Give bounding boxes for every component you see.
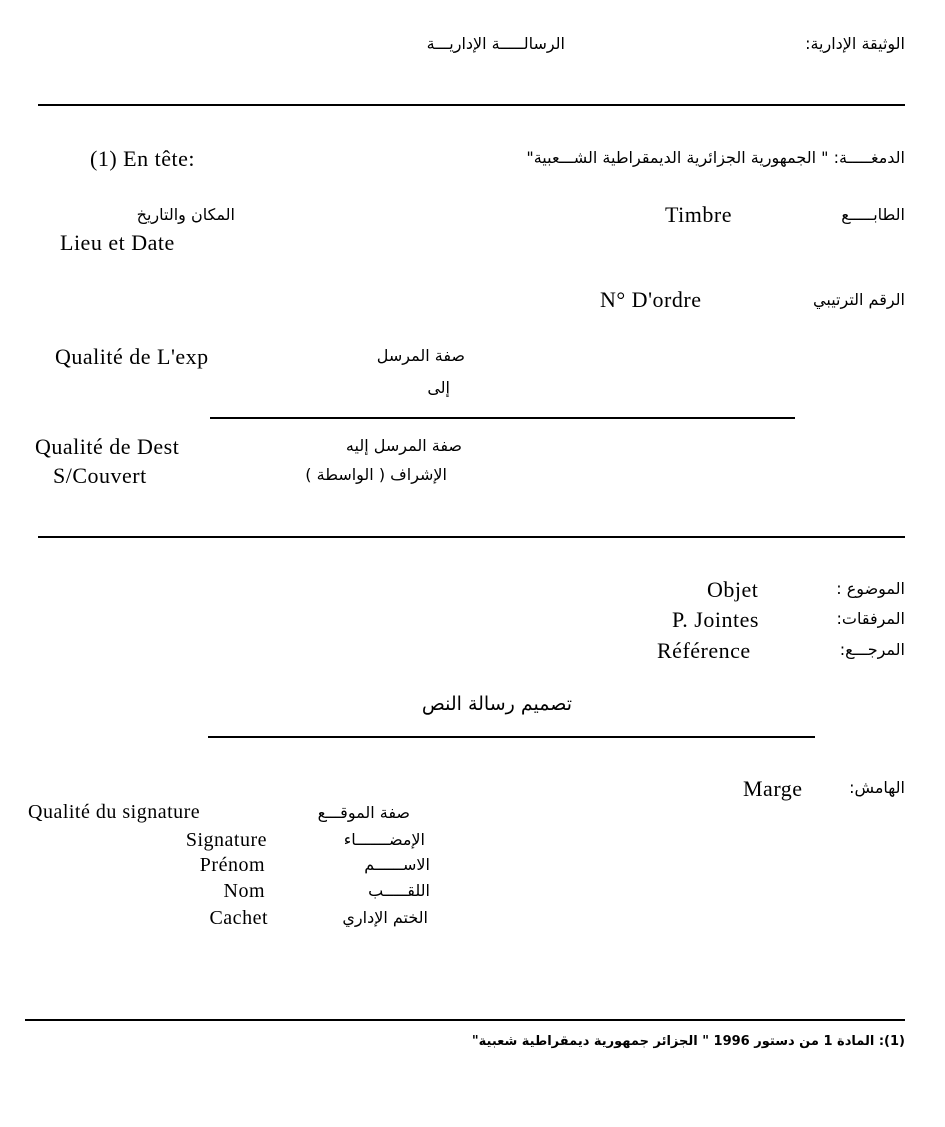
couvert-fr: S/Couvert bbox=[53, 463, 147, 488]
footnote-divider bbox=[25, 1019, 905, 1021]
cachet-ar: الختم الإداري bbox=[342, 908, 428, 927]
to-label: إلى bbox=[427, 378, 450, 397]
divider bbox=[208, 736, 815, 738]
destinataire-fr: Qualité de Dest bbox=[35, 434, 180, 459]
expediteur-ar: صفة المرسل bbox=[376, 346, 465, 365]
pieces-ar: المرفقات: bbox=[836, 609, 905, 628]
ordre-fr: N° D'ordre bbox=[600, 287, 702, 312]
objet-ar: الموضوع : bbox=[836, 579, 905, 598]
doc-label: الوثيقة الإدارية: bbox=[805, 34, 905, 53]
ordre-ar: الرقم الترتيبي bbox=[813, 290, 905, 309]
nom-fr: Nom bbox=[223, 880, 265, 902]
reference-ar: المرجـــع: bbox=[839, 640, 905, 659]
nom-ar: اللقـــــب bbox=[368, 881, 430, 900]
divider bbox=[38, 536, 905, 538]
expediteur-fr: Qualité de L'exp bbox=[55, 344, 209, 369]
destinataire-ar: صفة المرسل إليه bbox=[345, 436, 462, 455]
signature-ar: الإمضـــــــاء bbox=[343, 830, 425, 849]
couvert-ar: الإشراف ( الواسطة ) bbox=[305, 465, 447, 484]
divider bbox=[210, 417, 795, 419]
footnote: (1): المادة 1 من دستور 1996 " الجزائر جمهورية ديمقراطية شعبية" bbox=[471, 1034, 905, 1049]
signature-quality-ar: صفة الموقـــع bbox=[317, 803, 410, 822]
lieu-date-fr: Lieu et Date bbox=[60, 230, 175, 255]
pieces-fr: P. Jointes bbox=[672, 607, 759, 632]
timbre-fr: Timbre bbox=[665, 202, 732, 227]
entete-fr: (1) En tête: bbox=[90, 146, 195, 171]
divider bbox=[38, 104, 905, 106]
entete-ar: الدمغـــــة: " الجمهورية الجزائرية الديمقراطية الشـــعبية" bbox=[526, 148, 905, 167]
marge-ar: الهامش: bbox=[849, 778, 905, 797]
reference-fr: Référence bbox=[657, 638, 751, 663]
body-title: تصميم رسالة النص bbox=[421, 693, 572, 715]
signature-fr: Signature bbox=[185, 829, 267, 851]
marge-fr: Marge bbox=[743, 776, 803, 801]
timbre-ar: الطابـــــع bbox=[841, 205, 905, 224]
lieu-date-ar: المكان والتاريخ bbox=[136, 205, 235, 224]
objet-fr: Objet bbox=[707, 577, 759, 602]
cachet-fr: Cachet bbox=[209, 907, 268, 929]
prenom-ar: الاســــــم bbox=[364, 855, 430, 874]
signature-quality-fr: Qualité du signature bbox=[28, 801, 201, 823]
doc-value: الرسالـــــة الإداريـــة bbox=[426, 34, 565, 53]
prenom-fr: Prénom bbox=[199, 854, 265, 876]
